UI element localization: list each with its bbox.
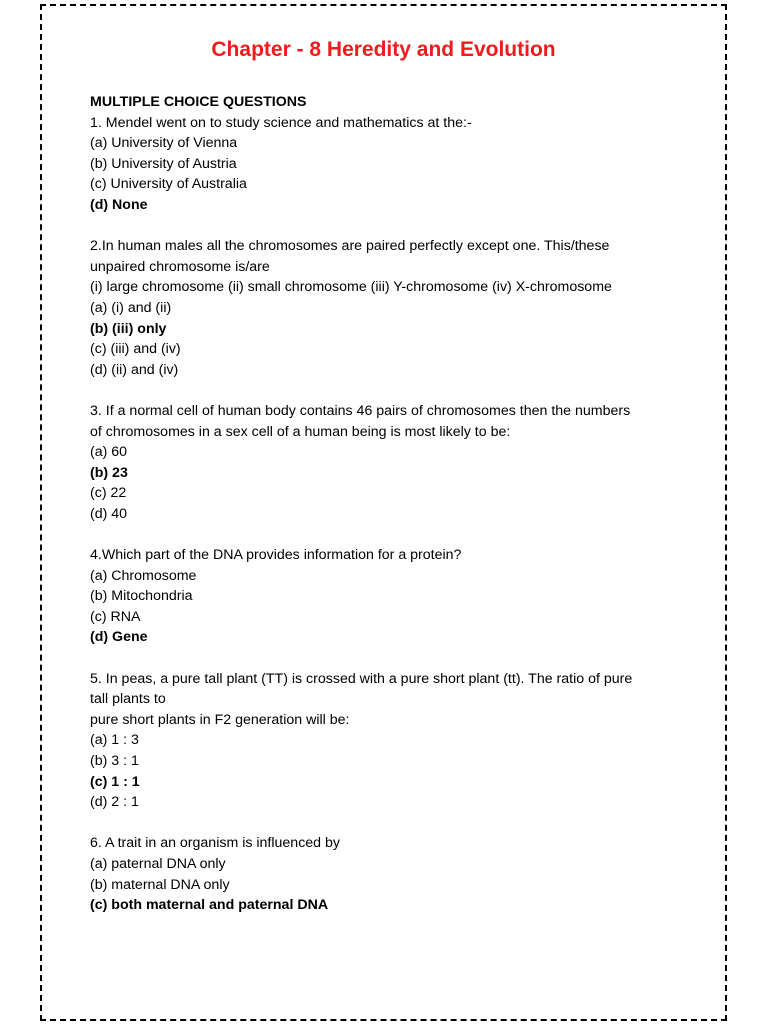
correct-answer-option: (d) Gene <box>90 629 148 646</box>
question-1 <box>90 113 680 216</box>
question-text: pure short plants in F2 generation will be: <box>90 711 350 728</box>
question-3 <box>90 401 680 525</box>
answer-option: (b) University of Austria <box>90 155 237 172</box>
question-text: 2.In human males all the chromosomes are paired perfectly except one. This/these <box>90 238 610 255</box>
answer-option: (b) maternal DNA only <box>90 876 230 893</box>
answer-option: (a) paternal DNA only <box>90 855 226 872</box>
question-text: (i) large chromosome (ii) small chromosome (iii) Y-chromosome (iv) X-chromosome <box>90 279 612 296</box>
correct-answer-option: (c) both maternal and paternal DNA <box>90 897 329 914</box>
answer-option: (a) University of Vienna <box>90 135 238 152</box>
answer-option: (d) (ii) and (iv) <box>90 361 179 378</box>
question-list <box>90 113 680 916</box>
question-text: 5. In peas, a pure tall plant (TT) is crossed with a pure short plant (tt). The ratio of pure <box>90 670 633 687</box>
section-heading: MULTIPLE CHOICE QUESTIONS <box>90 94 307 110</box>
question-text: of chromosomes in a sex cell of a human being is most likely to be: <box>90 423 511 440</box>
correct-answer-option: (b) (iii) only <box>90 320 167 337</box>
question-text: tall plants to <box>90 691 166 708</box>
question-5 <box>90 669 680 813</box>
question-2 <box>90 236 680 380</box>
answer-option: (c) RNA <box>90 608 141 625</box>
question-text: 4.Which part of the DNA provides information for a protein? <box>90 547 462 564</box>
answer-option: (c) 22 <box>90 485 127 502</box>
answer-option: (d) 2 : 1 <box>90 794 139 811</box>
answer-option: (c) (iii) and (iv) <box>90 341 181 358</box>
correct-answer-option: (b) 23 <box>90 464 128 481</box>
answer-option: (a) 60 <box>90 444 128 461</box>
question-6 <box>90 833 680 915</box>
answer-option: (b) Mitochondria <box>90 588 193 605</box>
page-title: Chapter - 8 Heredity and Evolution <box>211 38 556 61</box>
answer-option: (c) University of Australia <box>90 176 247 193</box>
answer-option: (a) Chromosome <box>90 567 197 584</box>
question-text: unpaired chromosome is/are <box>90 258 270 275</box>
correct-answer-option: (c) 1 : 1 <box>90 773 140 790</box>
answer-option: (d) 40 <box>90 505 128 522</box>
document-body <box>90 92 680 936</box>
answer-option: (b) 3 : 1 <box>90 753 139 769</box>
answer-option: (a) (i) and (ii) <box>90 299 172 316</box>
question-text: 6. A trait in an organism is influenced by <box>90 835 340 852</box>
correct-answer-option: (d) None <box>90 196 148 213</box>
question-text: 3. If a normal cell of human body contains 46 pairs of chromosomes then the numbers <box>90 402 631 419</box>
question-text: 1. Mendel went on to study science and mathematics at the:- <box>90 114 472 131</box>
answer-option: (a) 1 : 3 <box>90 732 139 749</box>
question-4 <box>90 545 680 648</box>
